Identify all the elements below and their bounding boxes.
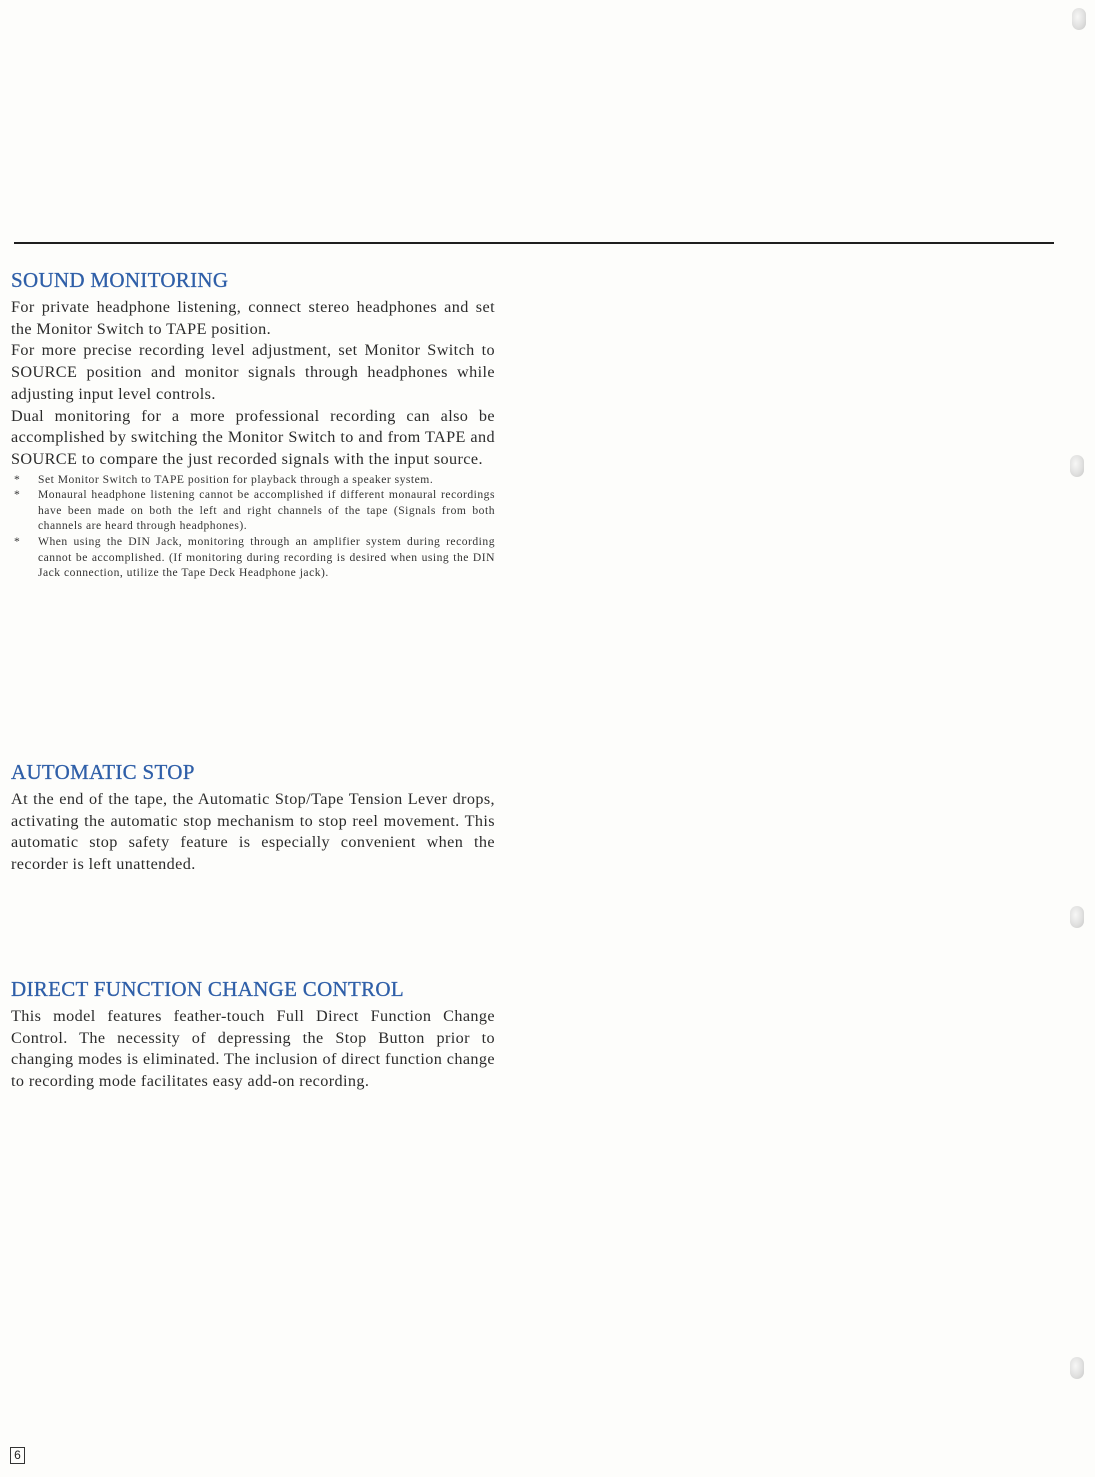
note-item: [11, 472, 495, 488]
heading-direct-function: DIRECT FUNCTION CHANGE CONTROL: [11, 977, 405, 1001]
punch-hole: [1070, 1357, 1084, 1379]
horizontal-rule: [14, 242, 1054, 244]
note-text: When using the DIN Jack, monitoring through an amplifier system during recording cannot be accomplished. (If monitoring during recording is desired when using the DIN Jack connection, utilize the Tape Deck Headphone jack).: [38, 535, 495, 580]
paragraph: At the end of the tape, the Automatic Stop/Tape Tension Lever drops, activating the automatic stop mechanism to stop reel movement. This automatic stop safety feature is especially convenient when the recorder is left unattended.: [11, 790, 495, 874]
section-automatic-stop: [11, 760, 495, 876]
note-text: Monaural headphone listening cannot be accomplished if different monaural recordings have been made on both the left and right channels of the tape (Signals from both channels are heard through headphones).: [38, 488, 495, 533]
page-number: 6: [10, 1447, 25, 1464]
punch-hole: [1072, 8, 1086, 30]
heading-sound-monitoring: SOUND MONITORING: [11, 268, 229, 292]
notes-list: [11, 472, 495, 581]
asterisk-marker: *: [14, 472, 21, 486]
heading-automatic-stop: AUTOMATIC STOP: [11, 760, 195, 784]
paragraph: This model features feather-touch Full Direct Function Change Control. The necessity of depressing the Stop Button prior to changing modes is eliminated. The inclusion of direct function change to recording mode facilitates easy add-on recording.: [11, 1007, 495, 1091]
note-item: [11, 487, 495, 534]
section-sound-monitoring: [11, 268, 495, 581]
punch-hole: [1070, 455, 1084, 477]
note-item: [11, 534, 495, 581]
paragraph: Dual monitoring for a more professional recording can also be accomplished by switching the Monitor Switch to and from TAPE and SOURCE to compare the just recorded signals with the input source.: [11, 406, 495, 468]
paragraph: For private headphone listening, connect stereo headphones and set the Monitor Switch to TAPE position.: [11, 298, 495, 338]
paragraph: For more precise recording level adjustment, set Monitor Switch to SOURCE position and monitor signals through headphones while adjusting input level controls.: [11, 341, 495, 403]
asterisk-marker: *: [14, 535, 21, 548]
note-text: Set Monitor Switch to TAPE position for playback through a speaker system.: [38, 472, 434, 486]
section-direct-function: [11, 977, 495, 1093]
punch-hole: [1070, 906, 1084, 928]
asterisk-marker: *: [14, 488, 21, 502]
